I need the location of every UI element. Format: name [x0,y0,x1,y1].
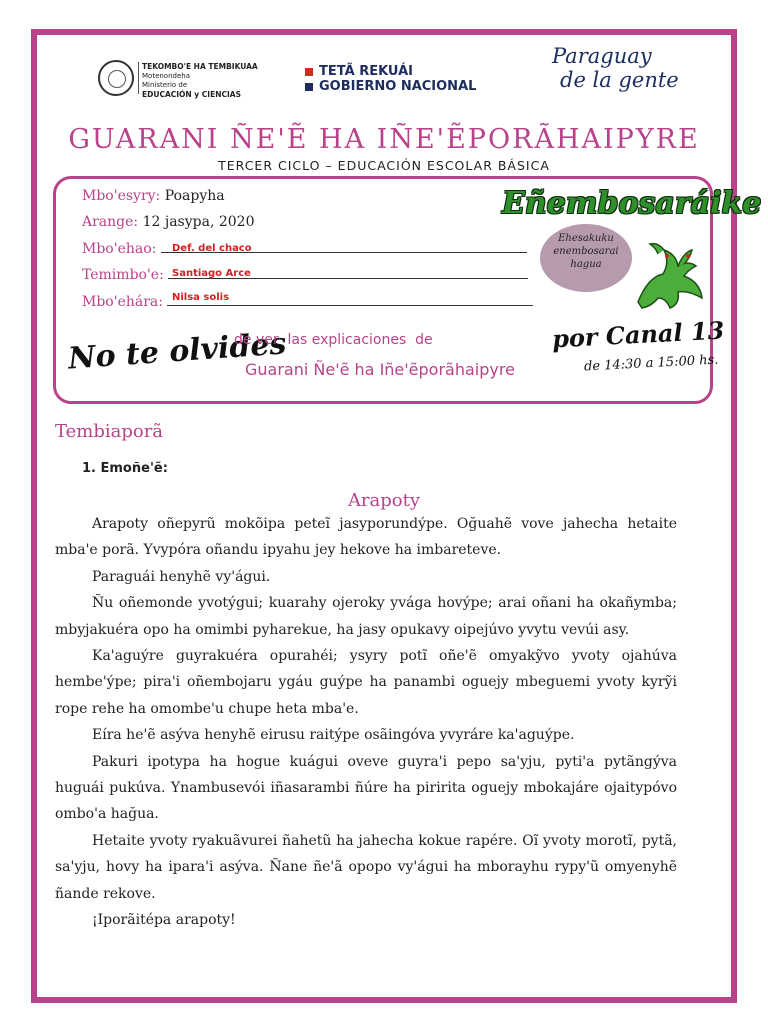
paraguay-line-2: de la gente [560,68,679,92]
program-name: Guarani Ñe'ẽ ha Iñe'ẽporãhaipyre [245,360,515,379]
field-mboehao [82,241,527,257]
de-ver-text: de ver las explicaciones de [234,332,433,348]
gob-line-1: TETÃ REKUÁI [319,64,413,79]
field-value: 12 jasypa, 2020 [142,214,255,230]
paragraph: Pakuri ipotypa ha hogue kuágui oveve guyra'i pepo sa'yju, pyti'a pytãngýva huguái pukúva. Ynambusevói iñasarambi ñúre ha piririta oguejy mbokajáre ojaitypóvo ombo'a hağua. [55,753,677,823]
paragraph: Hetaite yvoty ryakuãvurei ñahetũ ha jahecha kokue rapére. Oĩ yvoty morotĩ, pytã, sa'yju, hovy ha ipara'i asýva. Ñane ñe'ã opopo vy'águi ha mborayhu rypy'ũ omyenyhẽ ñande rekove. [55,832,677,902]
bubble-text: Ehesakuku enembosarai hagua [553,233,619,270]
paragraph: Arapoty oñepyrũ mokõipa peteĩ jasyporundýpe. Oğuahẽ vove jahecha hetaite mba'e porã. Yvypóra oñandu ipyahu jey hekove ha imbareteve. [55,516,677,559]
logo-divider [138,62,139,94]
ministry-logo [70,42,270,102]
ministry-name-guarani: TEKOMBO'E HA TEMBIKUAA [142,62,258,71]
page-title: GUARANI ÑE'Ẽ HA IÑE'ẼPORÃHAIPYRE [68,124,700,155]
gob-line-2: GOBIERNO NACIONAL [319,79,477,94]
field-label: Mbo'ehára: [82,294,163,310]
field-value: Poapyha [164,188,225,204]
flag-blue-icon [305,83,313,91]
field-mboehara [82,294,533,310]
paragraph: Paraguái henyhẽ vy'águi. [92,568,271,585]
paragraph: Eíra he'ẽ asýva henyhẽ eirusu raitýpe osãingóva yvyráre ka'aguýpe. [92,727,575,744]
instruction: 1. Emoñe'ẽ: [82,461,168,476]
paraguay-de-la-gente-logo [552,44,679,92]
field-mboesyry [82,188,225,204]
schedule-text: de 14:30 a 15:00 hs. [583,352,719,375]
field-label: Temimbo'e: [82,267,164,283]
ministry-sub: Ministerio de [142,81,188,89]
field-label: Arange: [82,214,139,230]
field-arange [82,214,254,230]
paragraph: ¡Iporãitépa arapoty! [92,912,236,929]
ministry-name: EDUCACIÓN y CIENCIAS [142,90,242,99]
section-title: Tembiaporã [55,421,164,442]
reading-title: Arapoty [347,490,421,511]
ministry-sub-guarani: Motenondeha [142,72,191,80]
paraguay-line-1: Paraguay [552,44,652,68]
flag-red-icon [305,68,313,76]
no-te-olvides-text: No te olvides [67,326,288,377]
field-label: Mbo'esyry: [82,188,161,204]
field-temimboe [82,267,528,283]
handwritten-mboehao: Def. del chaco [172,243,252,254]
national-seal-icon [98,60,134,96]
field-label: Mbo'ehao: [82,241,157,257]
canal-text: por Canal 13 [551,315,725,354]
paragraph: Ñu oñemonde yvotýgui; kuarahy ojeroky yvága hovýpe; arai oñani ha okañymba; mbyjakuéra opo ha omimbi pyharekue, ha jasy opukavy oipejúvo yvytu vevúi asy. [55,595,677,638]
reading-body [55,511,677,934]
handwritten-mboehara: Nilsa solis [172,292,230,303]
handwritten-temimboe: Santiago Arce [172,268,251,279]
enembosaraike-title: Eñembosaráike [502,186,762,221]
government-logo [305,64,476,94]
dragon-icon [618,232,708,312]
paragraph: Ka'aguýre guyrakuéra opurahéi; ysyry potĩ oñe'ẽ omyakỹvo yvoty ojahúva hembe'ýpe; pira'i oñembojaru ygáu guýpe ha panambi oguejy mbeguemi yvoty kyrỹi rope rehe ha omombe'u chupe heta mba'e. [55,648,677,717]
page-subtitle: TERCER CICLO – EDUCACIÓN ESCOLAR BÁSICA [218,158,550,173]
